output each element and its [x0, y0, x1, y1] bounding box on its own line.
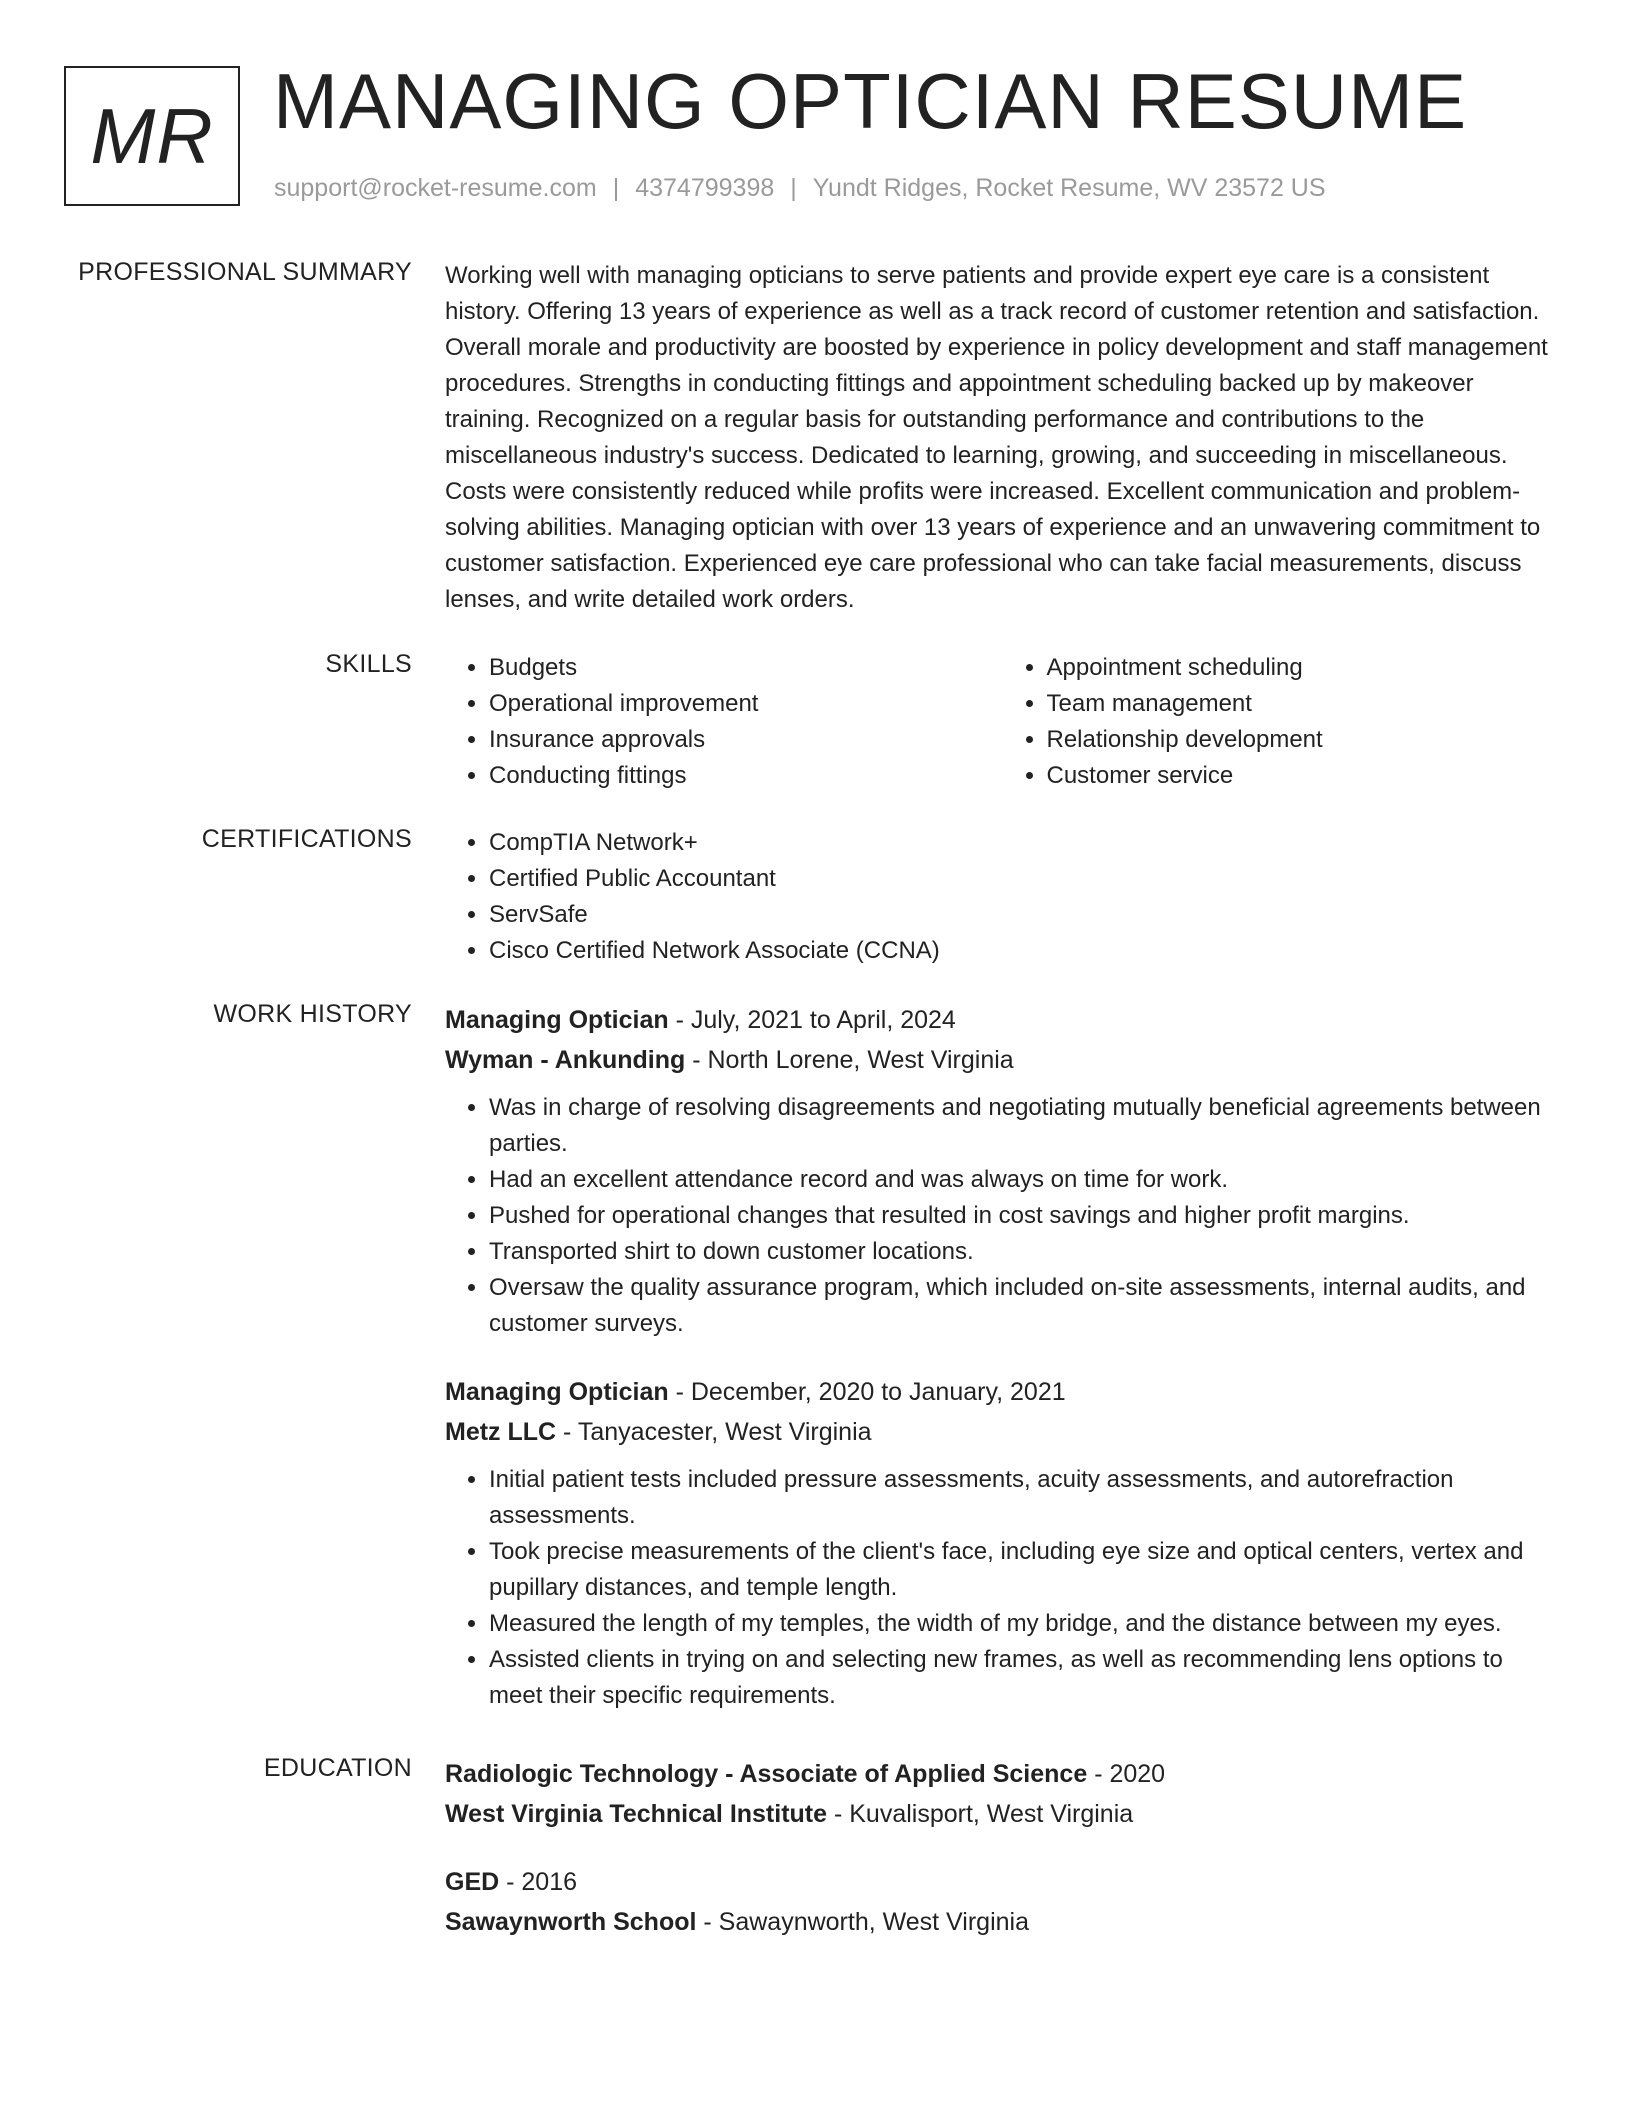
job-duty: • Assisted clients in trying on and selecting new frames, as well as recommending lens options to meet their specific requirements.	[489, 1642, 1560, 1714]
education-entry	[445, 1862, 1560, 1942]
school-name: Sawaynworth School	[445, 1908, 697, 1936]
job-title-line	[445, 1372, 1560, 1412]
certifications-list	[445, 825, 1560, 969]
school-location: - Sawaynworth, West Virginia	[696, 1908, 1029, 1936]
skills-list-left	[445, 650, 1003, 794]
summary-text: Working well with managing opticians to serve patients and provide expert eye care is a consistent history. Offering 13 years of experience as well as a track record of customer retention and satisfaction. Overall morale and productivity are boosted by experience in policy development and staff management procedures. Strengths in conducting fittings and appointment scheduling backed up by makeover training. Recognized on a regular basis for outstanding performance and contributions to the miscellaneous industry's success. Dedicated to learning, growing, and succeeding in miscellaneous. Costs were consistently reduced while profits were increased. Excellent communication and problem-solving abilities. Managing optician with over 13 years of experience and an unwavering commitment to customer satisfaction. Experienced eye care professional who can take facial measurements, discuss lenses, and write detailed work orders.	[445, 262, 1548, 613]
skills-list-right	[1003, 650, 1561, 794]
skill-item: • Insurance approvals	[489, 722, 1003, 758]
job-company-line	[445, 1040, 1560, 1080]
certification-item: • CompTIA Network+	[489, 825, 1560, 861]
job-entry	[445, 1000, 1560, 1342]
contact-separator: |	[790, 174, 797, 202]
job-entry	[445, 1372, 1560, 1714]
job-duty: • Oversaw the quality assurance program, which included on-site assessments, internal audits, and customer surveys.	[489, 1270, 1560, 1342]
skill-item: • Budgets	[489, 650, 1003, 686]
school-name: West Virginia Technical Institute	[445, 1800, 828, 1828]
page-title: MANAGING OPTICIAN RESUME	[273, 57, 1468, 145]
job-dates: - December, 2020 to January, 2021	[668, 1378, 1066, 1406]
job-title: Managing Optician	[445, 1006, 669, 1034]
summary-body	[445, 258, 1560, 618]
skill-item: • Customer service	[1047, 758, 1561, 794]
job-duty: • Took precise measurements of the client's face, including eye size and optical centers, vertex and pupillary distances, and temple length.	[489, 1534, 1560, 1606]
section-heading-skills: SKILLS	[325, 650, 412, 678]
certification-item: • Certified Public Accountant	[489, 861, 1560, 897]
job-location: - Tanyacester, West Virginia	[556, 1418, 872, 1446]
degree-name: Radiologic Technology - Associate of Applied Science	[445, 1760, 1088, 1788]
section-heading-summary: PROFESSIONAL SUMMARY	[78, 258, 412, 286]
skills-body	[445, 650, 1560, 794]
school-line	[445, 1794, 1560, 1834]
certifications-body	[445, 825, 1560, 969]
job-duty: • Transported shirt to down customer locations.	[489, 1234, 1560, 1270]
job-company: Metz LLC	[445, 1418, 557, 1446]
contact-separator: |	[612, 174, 620, 202]
certification-item: • ServSafe	[489, 897, 1560, 933]
job-title-line	[445, 1000, 1560, 1040]
job-duty: • Had an excellent attendance record and was always on time for work.	[489, 1162, 1560, 1198]
section-heading-certifications: CERTIFICATIONS	[201, 825, 412, 853]
contact-phone[interactable]: 4374799398	[635, 174, 775, 202]
certification-item: • Cisco Certified Network Associate (CCNA)	[489, 933, 1560, 969]
job-company: Wyman - Ankunding	[445, 1046, 686, 1074]
monogram-badge: MR	[64, 66, 240, 206]
job-title: Managing Optician	[445, 1378, 669, 1406]
skill-item: • Operational improvement	[489, 686, 1003, 722]
school-location: - Kuvalisport, West Virginia	[827, 1800, 1134, 1828]
contact-address: Yundt Ridges, Rocket Resume, WV 23572 US	[812, 174, 1326, 202]
job-location: - North Lorene, West Virginia	[685, 1046, 1014, 1074]
degree-year: - 2020	[1087, 1760, 1166, 1788]
work-history-body	[445, 1000, 1560, 1744]
job-company-line	[445, 1412, 1560, 1452]
degree-line	[445, 1754, 1560, 1794]
skill-item: • Relationship development	[1047, 722, 1561, 758]
job-duty: • Was in charge of resolving disagreements and negotiating mutually beneficial agreements between parties.	[489, 1090, 1560, 1162]
degree-line	[445, 1862, 1560, 1902]
job-duty: • Measured the length of my temples, the width of my bridge, and the distance between my eyes.	[489, 1606, 1560, 1642]
degree-name: GED	[445, 1868, 500, 1896]
job-duty: • Pushed for operational changes that resulted in cost savings and higher profit margins.	[489, 1198, 1560, 1234]
job-duties-list	[445, 1090, 1560, 1342]
contact-email[interactable]: support@rocket-resume.com	[274, 174, 597, 202]
education-entry	[445, 1754, 1560, 1834]
job-duties-list	[445, 1462, 1560, 1714]
education-body	[445, 1754, 1560, 1970]
school-line	[445, 1902, 1560, 1942]
skill-item: • Team management	[1047, 686, 1561, 722]
job-dates: - July, 2021 to April, 2024	[668, 1006, 956, 1034]
skill-item: • Appointment scheduling	[1047, 650, 1561, 686]
section-heading-education: EDUCATION	[263, 1754, 412, 1782]
degree-year: - 2016	[499, 1868, 578, 1896]
section-heading-work-history: WORK HISTORY	[213, 1000, 412, 1028]
contact-line	[274, 174, 1326, 203]
skill-item: • Conducting fittings	[489, 758, 1003, 794]
job-duty: • Initial patient tests included pressure assessments, acuity assessments, and autorefraction assessments.	[489, 1462, 1560, 1534]
